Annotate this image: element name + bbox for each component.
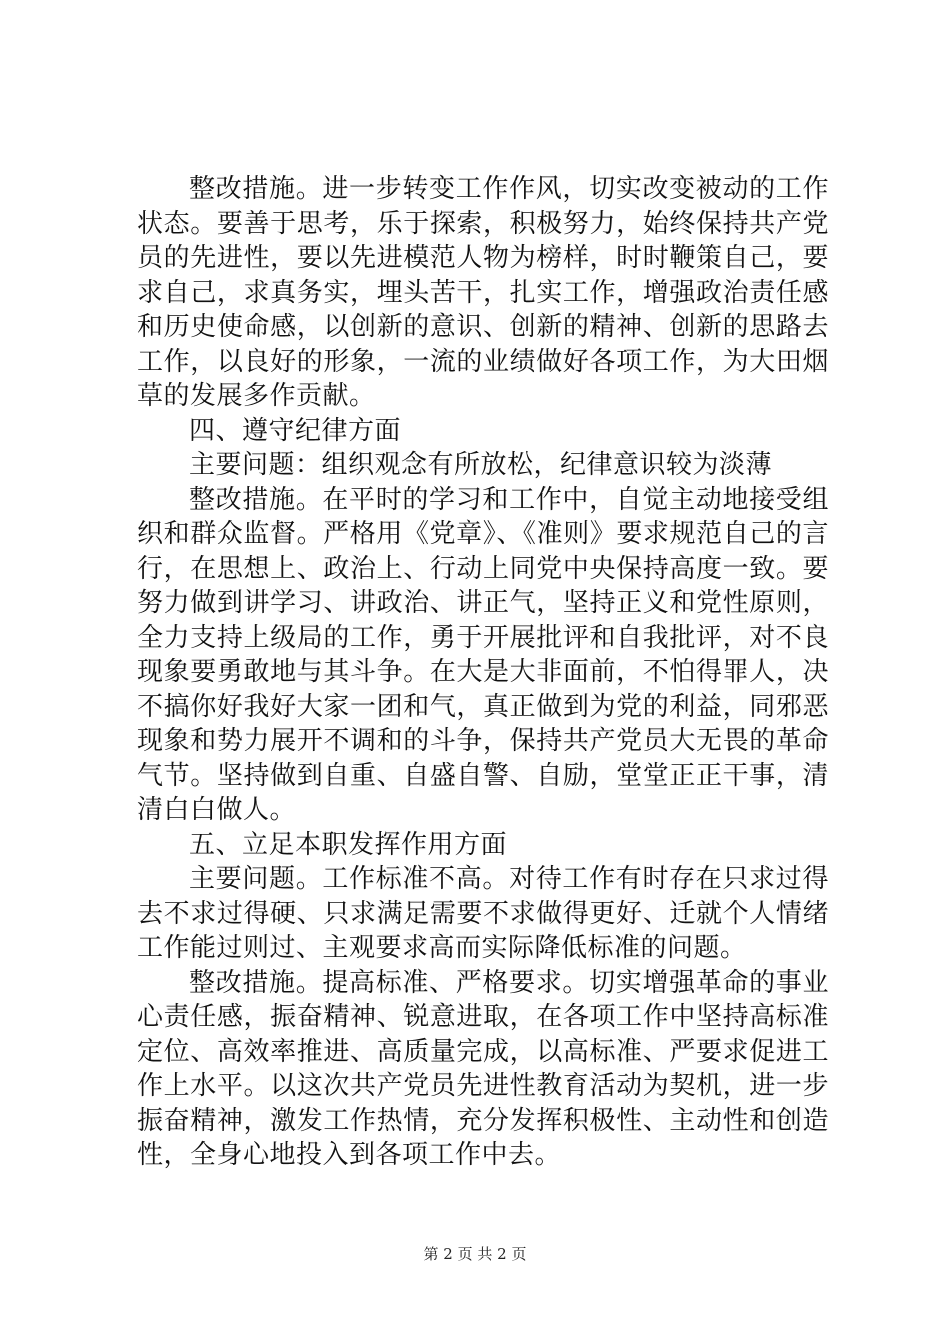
paragraph-rectification-standards: 整改措施。提高标准、严格要求。切实增强革命的事业心责任感，振奋精神、锐意进取，在各项工作中坚持高标准定位、高效率推进、高质量完成，以高标准、严要求促进工作上水平。以这次共产党员先进性教育活动为契机，进一步振奋精神，激发工作热情，充分发挥积极性、主动性和创造性，全身心地投入到各项工作中去。 bbox=[137, 967, 829, 1170]
paragraph-main-problem-standards: 主要问题。工作标准不高。对待工作有时存在只求过得去不求过得硬、只求满足需要不求做得更好、迁就个人情绪工作能过则过、主观要求高而实际降低标准的问题。 bbox=[137, 864, 829, 963]
paragraph-main-problem-discipline: 主要问题：组织观念有所放松，纪律意识较为淡薄 bbox=[189, 450, 773, 480]
section-heading-discipline: 四、遵守纪律方面 bbox=[189, 415, 402, 446]
page-number-footer: 第 2 页 共 2 页 bbox=[423, 1245, 527, 1263]
paragraph-rectification-discipline: 整改措施。在平时的学习和工作中，自觉主动地接受组织和群众监督。严格用《党章》、《准则》要求规范自己的言行，在思想上、政治上、行动上同党中央保持高度一致。要努力做到讲学习、讲政治、讲正气，坚持正义和党性原则，全力支持上级局的工作，勇于开展批评和自我批评，对不良现象要勇敢地与其斗争。在大是大非面前，不怕得罪人，决不搞你好我好大家一团和气，真正做到为党的利益，同邪恶现象和势力展开不调和的斗争，保持共产党员大无畏的革命气节。坚持做到自重、自盛自警、自励，堂堂正正干事，清清白白做人。 bbox=[137, 484, 829, 825]
paragraph-rectification-work-style: 整改措施。进一步转变工作作风，切实改变被动的工作状态。要善于思考，乐于探索，积极努力，始终保持共产党员的先进性，要以先进模范人物为榜样，时时鞭策自己，要求自己，求真务实，埋头苦干，扎实工作，增强政治责任感和历史使命感，以创新的意识、创新的精神、创新的思路去工作，以良好的形象，一流的业绩做好各项工作，为大田烟草的发展多作贡献。 bbox=[137, 174, 829, 411]
section-heading-role: 五、立足本职发挥作用方面 bbox=[189, 829, 508, 860]
document-body bbox=[137, 172, 829, 1173]
